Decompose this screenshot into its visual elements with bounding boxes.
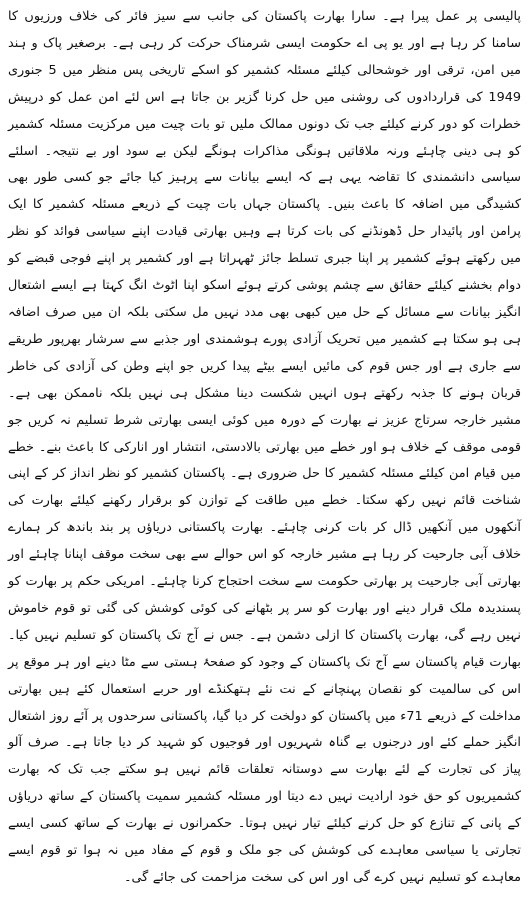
article-body-text: پالیسی پر عمل پیرا ہے۔ سارا بھارت پاکستان کی جانب سے سیز فائر کی خلاف ورزیوں کا سامنا کر رہا ہے اور یو پی اے حکومت ایسی شرمناک حرکت کر رہی ہے۔ برصغیر پاک و ہند میں امن، ترقی اور خوشحالی کیلئے مسئلہ کشمیر کو اسکے تاریخی پس منظر میں 5 جنوری 1949 کی قراردادوں کی روشنی میں حل کرنا گزیر بن جاتا ہے اس لئے امن عمل کو درپیش خطرات کو دور کرنے کیلئے جب تک دونوں ممالک ملیں تو بات چیت میں مرکزیت مسئلہ کشمیر کو ہی دینی چاہئے ورنہ ملاقاتیں ہونگی مذاکرات ہونگے لیکن بے سود اور بے نتیجہ۔ اسلئے سیاسی دانشمندی کا تقاضہ یہی ہے کہ ایسے بیانات سے پرہیز کیا جائے جو کسی طور بھی کشیدگی میں اضافہ کا باعث بنیں۔ پاکستان جہاں بات چیت کے ذریعے مسئلہ کشمیر کا ایک پرامن اور پائیدار حل ڈھونڈنے کی بات کرتا ہے وہیں بھارتی قیادت اپنے سیاسی فوائد کو نظر میں رکھتے ہوئے کشمیر پر اپنا جبری تسلط جائز ٹھہراتا ہے اور کشمیر پر اپنے فوجی قبضے کو دوام بخشنے کیلئے حقائق سے چشم پوشی کرتے ہوئے اسکو اپنا اٹوٹ انگ کہتا ہے ایسے اشتعال انگیز بیانات سے مسائل کے حل میں کبھی بھی مدد نہیں مل سکتی بلکہ ان میں صرف اضافہ ہی ہو سکتا ہے کشمیر میں تحریک آزادی پورے ہوشمندی اور جذبے سے سرشار بھرپور طریقے سے جاری ہے اور جس قوم کی مائیں ایسے بیٹے پیدا کریں جو اپنے وطن کی آزادی کی خاطر قربان ہونے کا جذبہ رکھتے ہوں انہیں شکست دینا مشکل ہی نہیں بلکہ ناممکن بھی ہے۔ مشیر خارجہ سرتاج عزیز نے بھارت کے دورہ میں کوئی ایسی بھارتی شرط تسلیم نہ کریں جو قومی موقف کے خلاف ہو اور خطے میں بھارتی بالادستی، انتشار اور انارکی کا باعث بنے۔ خطے میں قیام امن کیلئے مسئلہ کشمیر کا حل ضروری ہے۔ پاکستان کشمیر کو نظر انداز کر کے اپنی شناخت قائم نہیں رکھ سکتا۔ خطے میں طاقت کے توازن کو برقرار رکھنے کیلئے بھارت کی آنکھوں میں آنکھیں ڈال کر بات کرنی چاہئے۔ بھارت پاکستانی دریاؤں پر بند باندھ کر ہمارے خلاف آبی جارحیت کر رہا ہے مشیر خارجہ کو اس حوالے سے بھی سخت موقف اپنانا چاہئے اور بھارتی آبی جارحیت پر بھارتی حکومت سے سخت احتجاج کرنا چاہئے۔ امریکی حکم پر بھارت کو پسندیدہ ملک قرار دینے اور بھارت کو سر پر بٹھانے کی کوئی کوشش کی گئی تو قوم خاموش نہیں رہے گی، بھارت پاکستان کا ازلی دشمن ہے۔ جس نے آج تک پاکستان کو تسلیم نہیں کیا۔ بھارت قیام پاکستان سے آج تک پاکستان کے وجود کو صفحۂ ہستی سے مٹا دینے اور ہر موقع پر اس کی سالمیت کو نقصان پہنچانے کے نت نئے ہتھکنڈے اور حربے استعمال کئے ہیں بھارتی مداخلت کے ذریعے 71ء میں پاکستان کو دولخت کر دیا گیا، پاکستانی سرحدوں پر آئے روز اشتعال انگیز حملے کئے اور درجنوں بے گناہ شہریوں اور فوجیوں کو شہید کر دیا جاتا ہے۔ صرف آلو پیاز کی تجارت کے لئے بھارت سے دوستانہ تعلقات قائم نہیں ہو سکتے جب تک کہ بھارت کشمیریوں کو حق خود ارادیت نہیں دے دیتا اور مسئلہ کشمیر سمیت پاکستان کے ساتھ دریاؤں کے پانی کے تنازع کو حل کرنے کیلئے تیار نہیں ہوتا۔ حکمرانوں نے بھارت کے ساتھ کسی ایسے تجارتی یا سیاسی معاہدے کی کوشش کی جو ملک و قوم کے مفاد میں نہ ہوا تو قوم ایسے معاہدے کو تسلیم نہیں کرے گی اور اس کی سخت مزاحمت کی جائے گی۔: [8, 9, 521, 885]
article-column: [8, 4, 521, 892]
